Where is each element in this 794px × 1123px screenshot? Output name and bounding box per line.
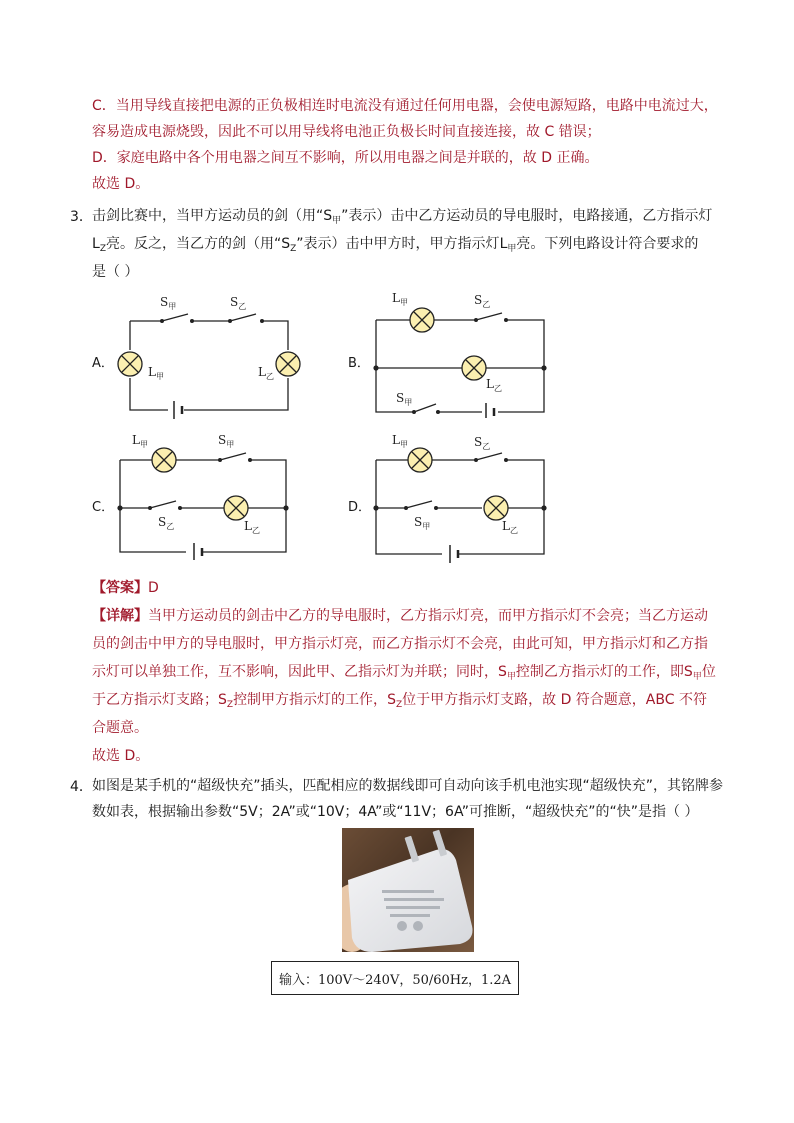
q3-detail-line5: 合题意。 xyxy=(92,720,148,736)
lamp-icon xyxy=(224,496,248,520)
label-s-yi: $S_乙$ xyxy=(474,293,491,309)
lamp-icon xyxy=(408,448,432,472)
q3-detail-line3: 示灯可以单独工作，互不影响，因此甲、乙指示灯为并联；同时，$S_甲$控制乙方指示灯的工作，即$S_甲$位 xyxy=(92,664,716,682)
lamp-icon xyxy=(276,352,300,376)
label-l-yi: $L_乙$ xyxy=(258,365,274,381)
prev-answer-d-line: D．家庭电路中各个用电器之间互不影响，所以用电器之间是并联的，故 D 正确。 xyxy=(92,150,599,166)
q4-line2: 数如表，根据输出参数“5V；2A”或“10V；4A”或“11V；6A”可推断，“超级快充”的“快”是指（ ） xyxy=(92,804,699,820)
option-a-label: A． xyxy=(92,356,114,371)
label-l-yi: $L_乙$ xyxy=(502,519,518,535)
label-s-jia: $S_甲$ xyxy=(396,391,413,407)
input-spec-table: 输入：100V～240V，50/60Hz，1.2A xyxy=(271,961,519,995)
label-l-jia: $L_甲$ xyxy=(392,291,408,307)
q4-line1: 如图是某手机的“超级快充”插头，匹配相应的数据线即可自动向该手机电池实现“超级快充”，其铭牌参 xyxy=(92,778,724,794)
label-s-yi: $S_乙$ xyxy=(158,515,175,531)
circuit-diagram-d xyxy=(362,430,562,570)
q3-choose: 故选 D。 xyxy=(92,748,150,764)
question-3-number: 3． xyxy=(70,209,93,225)
circuit-diagram-a xyxy=(112,290,312,420)
question-4-number: 4． xyxy=(70,779,93,795)
q3-line2: $L_Z$亮。反之，当乙方的剑（用“$S_Z$”表示）击中甲方时，甲方指示灯$L_甲$亮。下列电路设计符合要求的 xyxy=(92,236,699,254)
label-l-jia: $L_甲$ xyxy=(132,433,148,449)
lamp-icon xyxy=(484,496,508,520)
label-l-yi: $L_乙$ xyxy=(486,377,502,393)
q3-detail-line2: 员的剑击中甲方的导电服时，甲方指示灯亮，而乙方指示灯不会亮，由此可知，甲方指示灯和乙方指 xyxy=(92,636,708,652)
prev-answer-c-line2: 容易造成电源烧毁，因此不可以用导线将电池正负极长时间直接连接，故 C 错误； xyxy=(92,124,601,140)
option-c-label: C． xyxy=(92,500,115,515)
q3-line1: 击剑比赛中，当甲方运动员的剑（用“$S_甲$”表示）击中乙方运动员的导电服时，电路接通，乙方指示灯 xyxy=(92,208,713,226)
q3-detail-line1: 【详解】当甲方运动员的剑击中乙方的导电服时，乙方指示灯亮，而甲方指示灯不会亮；当乙方运动 xyxy=(92,608,708,624)
q3-line3: 是（ ） xyxy=(92,264,139,280)
label-l-jia: $L_甲$ xyxy=(392,433,408,449)
prev-answer-choose: 故选 D。 xyxy=(92,176,150,192)
circuit-diagram-b xyxy=(362,288,562,418)
label-s-jia: $S_甲$ xyxy=(414,515,431,531)
label-l-jia: $L_甲$ xyxy=(148,365,164,381)
charger-photo xyxy=(342,828,474,952)
prev-answer-c-line1: C．当用导线直接把电源的正负极相连时电流没有通过任何用电器，会使电源短路，电路中电流过大， xyxy=(92,98,718,114)
label-s-jia: $S_甲$ xyxy=(218,433,235,449)
q3-detail-line4: 于乙方指示灯支路；$S_Z$控制甲方指示灯的工作，$S_Z$位于甲方指示灯支路，故 D 符合题意，ABC 不符 xyxy=(92,692,707,710)
option-d-label: D． xyxy=(348,500,372,515)
circuit-diagram-c xyxy=(106,430,306,560)
label-s-yi: $S_乙$ xyxy=(474,435,491,451)
lamp-icon xyxy=(118,352,142,376)
lamp-icon xyxy=(152,448,176,472)
lamp-icon xyxy=(410,308,434,332)
lamp-icon xyxy=(462,356,486,380)
label-s-jia: $S_甲$ xyxy=(160,295,177,311)
label-l-yi: $L_乙$ xyxy=(244,519,260,535)
label-s-yi: $S_乙$ xyxy=(230,295,247,311)
q3-answer: 【答案】D xyxy=(92,580,159,596)
option-b-label: B． xyxy=(348,356,370,371)
